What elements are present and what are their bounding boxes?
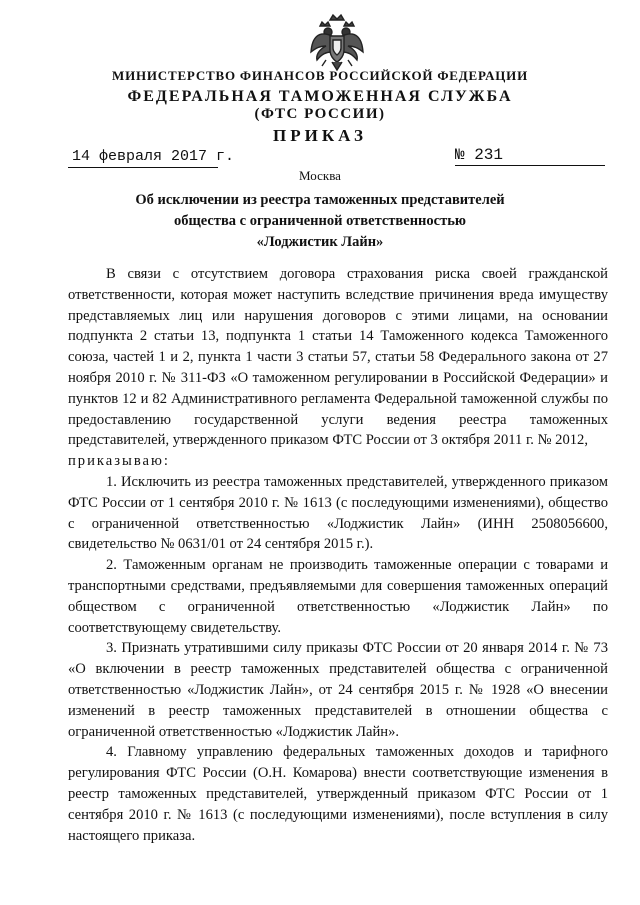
service-name: ФЕДЕРАЛЬНАЯ ТАМОЖЕННАЯ СЛУЖБА <box>127 88 513 105</box>
order-word <box>68 451 608 472</box>
service-abbreviation: (ФТС РОССИИ) <box>254 106 386 122</box>
order-item-2: 2. Таможенным органам не производить таможенные операции с товарами и транспортными средствами, предъявляемыми для совершения таможенных операций обществом с ограниченной ответственностью «Лоджистик Лайн» по соответствующему свидетельству. <box>68 557 608 636</box>
order-item-3: 3. Признать утратившими силу приказы ФТС России от 20 января 2014 г. № 73 «О включении в реестр таможенных представителей общества с ограниченной ответственностью «Лоджистик Лайн», от 24 сентября 2015 г. № 1928 «О внесении изменений в реестр таможенных представителей в отношении общества с ограниченной ответственностью «Лоджистик Лайн». <box>68 640 608 740</box>
city-name: Москва <box>299 168 341 183</box>
order-subject <box>0 190 640 253</box>
coat-of-arms-emblem <box>308 12 366 74</box>
order-word-text: приказываю: <box>68 453 170 470</box>
order-body <box>68 264 608 846</box>
preamble-paragraph: В связи с отсутствием договора страхования риска своей гражданской ответственности, которая может наступить вследствие причинения вреда имуществу представляемых лиц или нарушения договоров с этими лицами, на основании подпункта 2 статьи 13, подпункта 1 статьи 14 Таможенного кодекса Таможенного союза, частей 1 и 2, пункта 1 части 3 статьи 57, статьи 58 Федерального закона от 27 ноября 2010 г. № 311-ФЗ «О таможенном регулировании в Российской Федерации» и пунктов 12 и 82 Административного регламента Федеральной таможенной службы по предоставлению государственной услуги ведения реестра таможенных представителей, утвержденного приказом ФТС России от 3 октября 2011 г. № 2012, <box>68 266 608 449</box>
document-type-title: ПРИКАЗ <box>273 126 367 145</box>
subject-line: общества с ограниченной ответственностью <box>174 213 466 229</box>
order-number: № 231 <box>455 146 504 164</box>
order-date: 14 февраля 2017 г. <box>72 148 235 165</box>
subject-line: Об исключении из реестра таможенных представителей <box>135 192 505 208</box>
ministry-name: МИНИСТЕРСТВО ФИНАНСОВ РОССИЙСКОЙ ФЕДЕРАЦИИ <box>112 68 528 83</box>
subject-line: «Лоджистик Лайн» <box>256 234 384 250</box>
order-item-4: 4. Главному управлению федеральных таможенных доходов и тарифного регулирования ФТС России (О.Н. Комарова) внести соответствующие изменения в реестр таможенных представителей, утвержденный приказом ФТС России от 1 сентября 2010 г. № 1613 (с последующими изменениями), после вступления в силу настоящего приказа. <box>68 744 608 844</box>
order-item-1: 1. Исключить из реестра таможенных представителей, утвержденного приказом ФТС России от 1 сентября 2010 г. № 1613 (с последующими изменениями), общество с ограниченной ответственностью «Лоджистик Лайн» (ИНН 2508056600, свидетельство № 0631/01 от 24 сентября 2015 г.). <box>68 473 608 553</box>
number-underline <box>455 165 605 166</box>
